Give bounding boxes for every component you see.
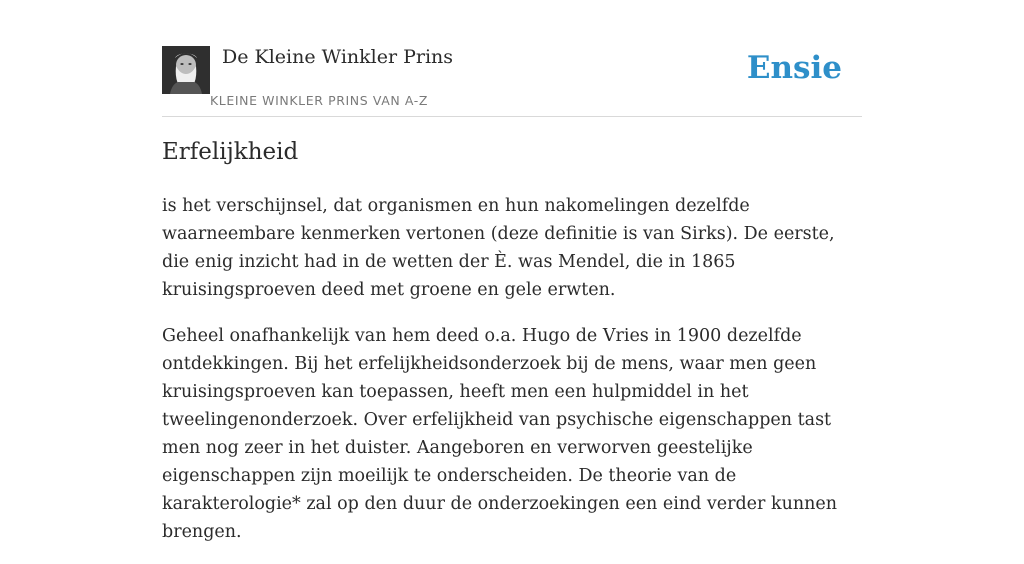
bearded-man-portrait-icon <box>162 46 210 94</box>
entry-paragraph: is het verschijnsel, dat organismen en hun nakomelingen dezelfde waarneembare kenmerken vertonen (deze definitie is van Sirks). De eerste, die enig inzicht had in de wetten der È. was Mendel, die in 1865 kruisingsproeven deed met groene en gele erwten. <box>162 196 835 300</box>
source-subtitle[interactable]: KLEINE WINKLER PRINS VAN A-Z <box>210 93 429 108</box>
entry-body <box>162 192 864 564</box>
ensie-logo[interactable]: Ensie <box>746 50 842 86</box>
entry-title: Erfelijkheid <box>162 139 299 165</box>
source-avatar[interactable] <box>162 46 210 94</box>
entry-paragraph: Geheel onafhankelijk van hem deed o.a. Hugo de Vries in 1900 dezelfde ontdekkingen. Bij het erfelijkheidsonderzoek bij de mens, waar men geen kruisingsproeven kan toepassen, heeft men een hulpmiddel in het tweelingenonderzoek. Over erfelijkheid van psychische eigenschappen tast men nog zeer in het duister. Aangeboren en verworven geestelijke eigenschappen zijn moeilijk te onderscheiden. De theorie van de karakterologie* zal op den duur de onderzoekingen een eind verder kunnen brengen. <box>162 326 838 542</box>
source-title[interactable]: De Kleine Winkler Prins <box>222 46 454 68</box>
source-header <box>162 44 862 117</box>
